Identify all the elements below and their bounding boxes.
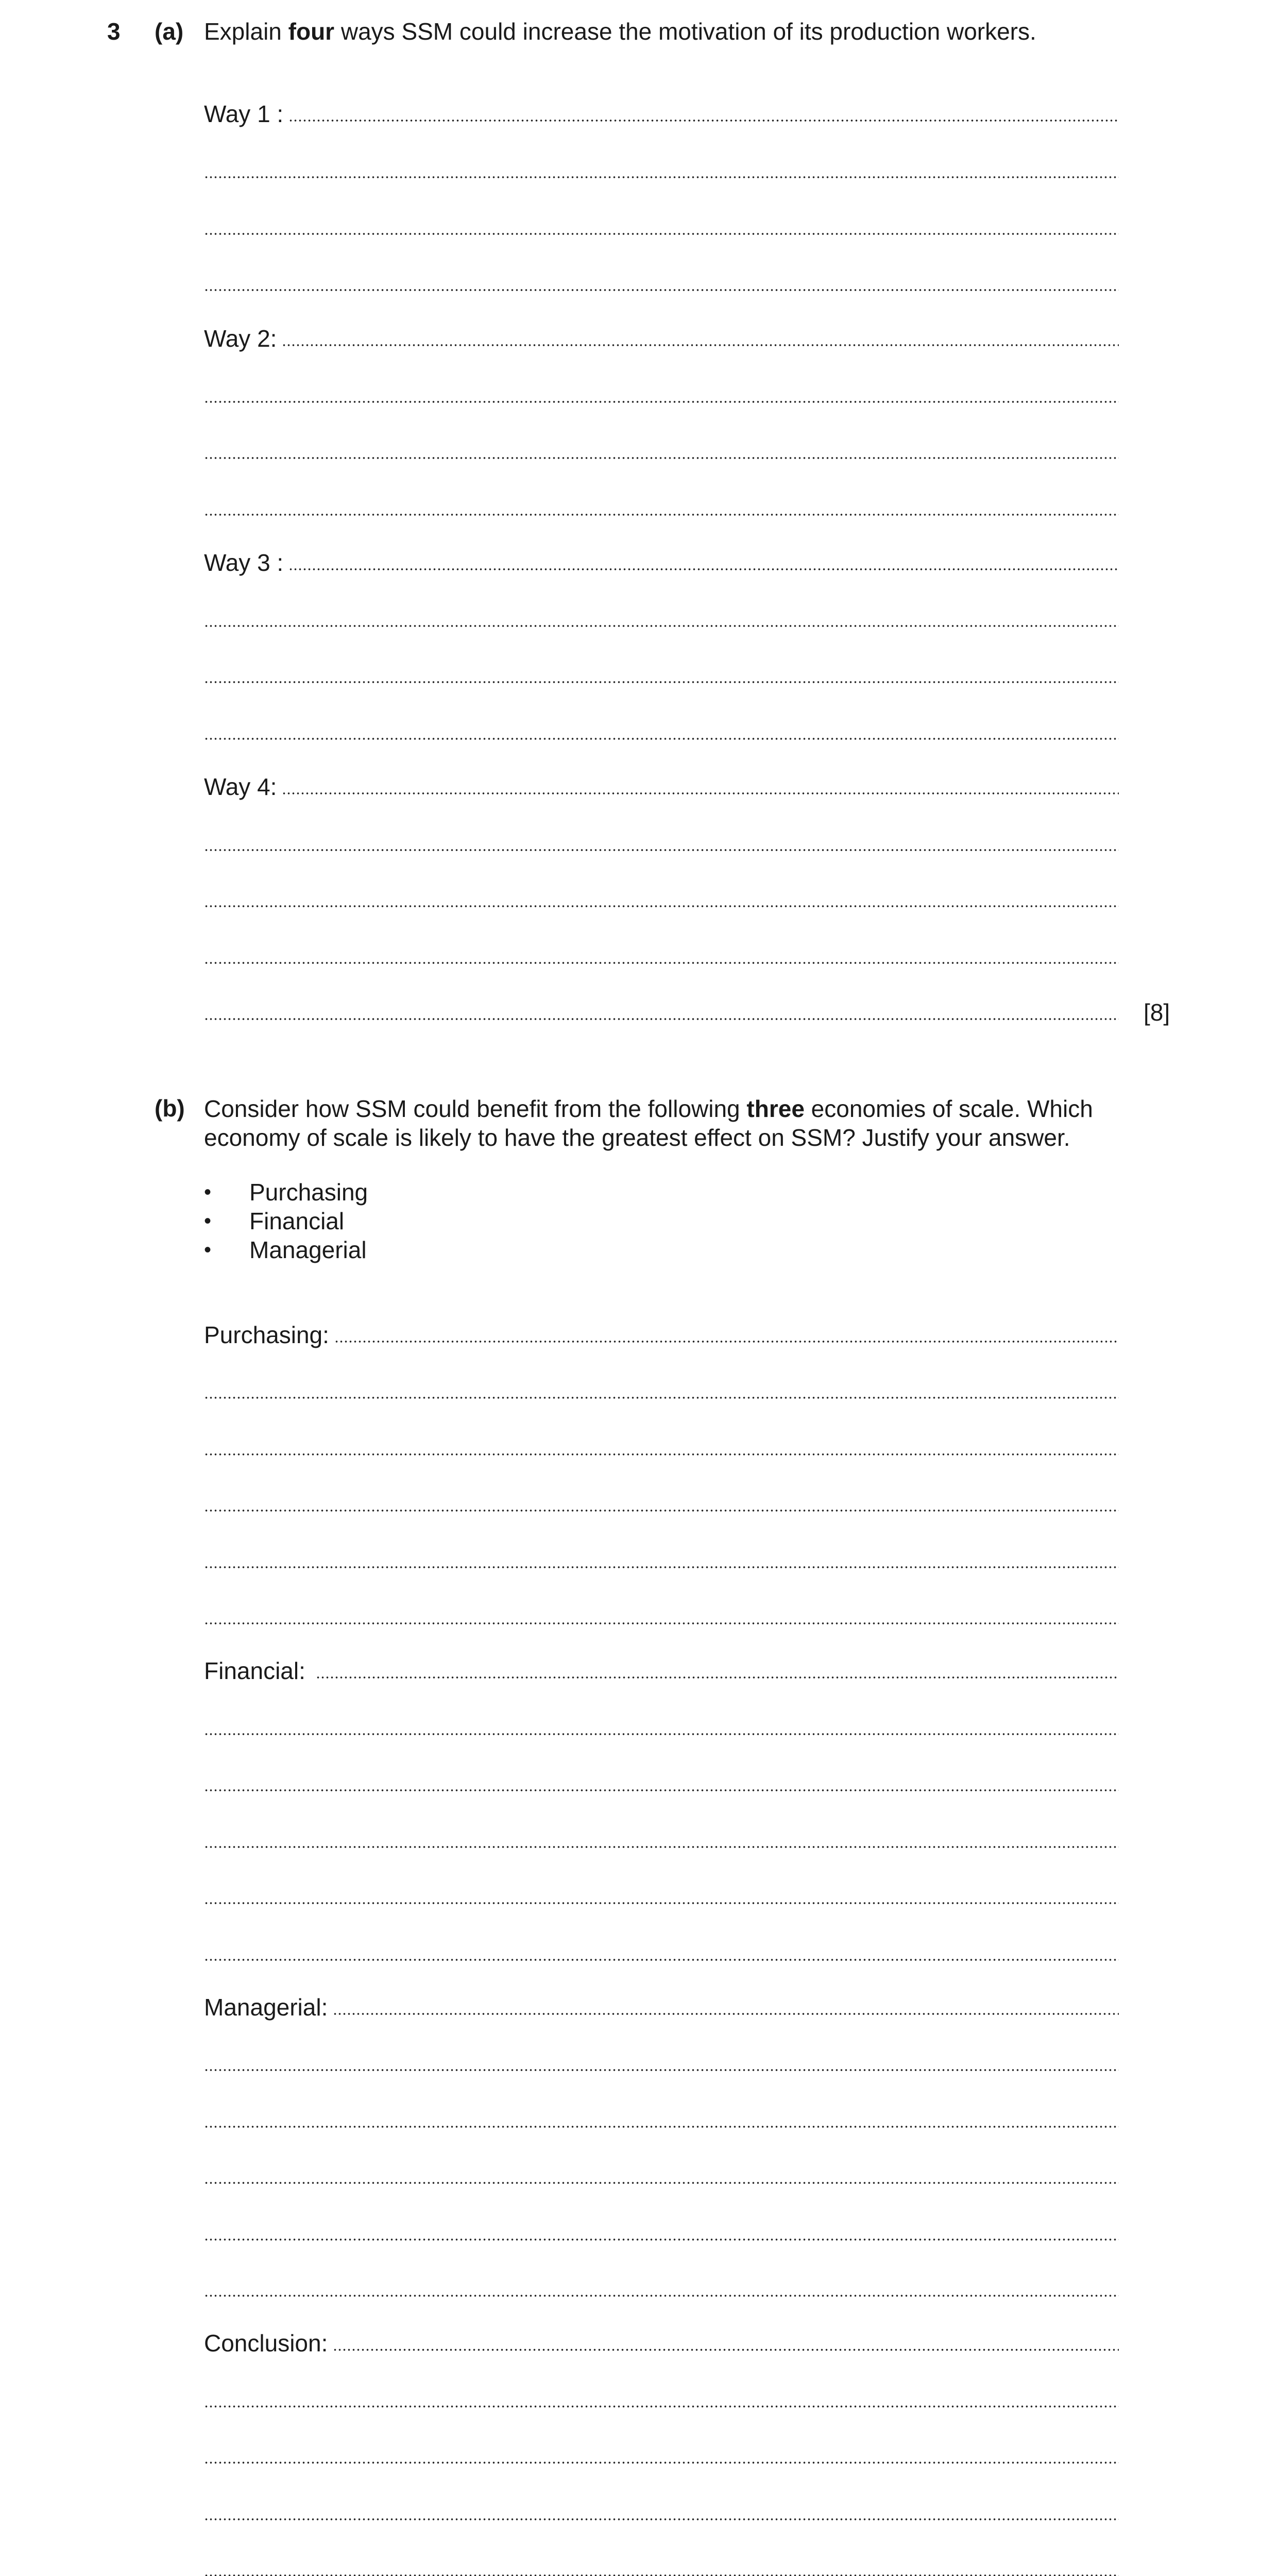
answer-line[interactable]	[204, 663, 1119, 688]
part-b-stem-end: economies of scale. Which economy of scale is likely to have the greatest effect on SSM? Justify your answer.	[204, 1095, 1093, 1151]
part-a-label: (a)	[155, 18, 184, 45]
way4-label: Way 4:	[204, 773, 277, 800]
dotted-line	[204, 961, 1119, 965]
dotted-line	[333, 2012, 1119, 2016]
dotted-line	[204, 624, 1119, 628]
answer-line-financial[interactable]	[204, 1658, 1119, 1684]
dotted-line	[204, 232, 1119, 236]
answer-line[interactable]	[204, 2050, 1119, 2076]
answer-line-way1[interactable]	[204, 101, 1119, 127]
bullet-text: Managerial	[249, 1236, 367, 1263]
conclusion-label: Conclusion:	[204, 2330, 328, 2357]
purchasing-label: Purchasing:	[204, 1321, 329, 1348]
answer-line[interactable]	[204, 1827, 1119, 1853]
answer-line[interactable]	[204, 719, 1119, 745]
answer-line[interactable]	[204, 1771, 1119, 1797]
dotted-line	[204, 2461, 1119, 2465]
answer-line[interactable]	[204, 1604, 1119, 1630]
dotted-line	[204, 2404, 1119, 2409]
answer-line-way2[interactable]	[204, 326, 1119, 351]
part-b-label: (b)	[155, 1095, 185, 1122]
bullet-text: Financial	[249, 1208, 345, 1234]
bullet-icon: •	[204, 1180, 212, 1204]
dotted-line	[204, 848, 1119, 852]
dotted-line	[204, 1017, 1119, 1021]
bullet-icon: •	[204, 1209, 212, 1232]
financial-label: Financial:	[204, 1657, 305, 1684]
dotted-line	[282, 791, 1119, 795]
dotted-line	[334, 1340, 1119, 1344]
dotted-line	[204, 1452, 1119, 1456]
answer-line[interactable]	[204, 158, 1119, 183]
dotted-line	[204, 1396, 1119, 1400]
part-a-stem	[204, 18, 1036, 45]
part-b-stem	[204, 1094, 1183, 1152]
dotted-line	[204, 680, 1119, 684]
dotted-line	[288, 118, 1119, 123]
dotted-line	[204, 2573, 1119, 2576]
dotted-line	[204, 1732, 1119, 1736]
dotted-line	[282, 343, 1119, 347]
dotted-line	[204, 1958, 1119, 1962]
bullet-text: Purchasing	[249, 1179, 368, 1206]
dotted-line	[204, 2294, 1119, 2298]
way1-label: Way 1 :	[204, 100, 284, 127]
answer-line-managerial[interactable]	[204, 1994, 1119, 2020]
part-b-stem-start: Consider how SSM could benefit from the following	[204, 1095, 747, 1122]
dotted-line	[204, 1845, 1119, 1849]
answer-line-conclusion[interactable]	[204, 2330, 1119, 2356]
answer-line[interactable]	[204, 382, 1119, 408]
answer-line[interactable]	[204, 2387, 1119, 2413]
dotted-line	[288, 567, 1119, 571]
dotted-line	[204, 175, 1119, 179]
dotted-line	[204, 904, 1119, 908]
answer-line[interactable]	[204, 1491, 1119, 1517]
answer-line[interactable]	[204, 2163, 1119, 2189]
dotted-line	[204, 2068, 1119, 2072]
dotted-line	[204, 2517, 1119, 2521]
answer-line[interactable]	[204, 831, 1119, 856]
bullet-item	[204, 1235, 367, 1264]
answer-line[interactable]	[204, 887, 1119, 912]
question-number: 3	[107, 18, 121, 45]
answer-line[interactable]	[204, 999, 1119, 1025]
part-a-stem-start: Explain	[204, 18, 288, 45]
answer-line[interactable]	[204, 1548, 1119, 1573]
dotted-line	[204, 737, 1119, 741]
dotted-line	[204, 1509, 1119, 1513]
part-b-stem-emphasis: three	[746, 1095, 805, 1122]
answer-line[interactable]	[204, 606, 1119, 632]
managerial-label: Managerial:	[204, 1994, 328, 2021]
answer-line[interactable]	[204, 495, 1119, 521]
answer-line[interactable]	[204, 2556, 1119, 2576]
way3-label: Way 3 :	[204, 549, 284, 576]
part-a-stem-end: ways SSM could increase the motivation of its production workers.	[334, 18, 1036, 45]
bullet-item	[204, 1207, 344, 1235]
answer-line[interactable]	[204, 1435, 1119, 1461]
part-a-stem-emphasis: four	[288, 18, 335, 45]
answer-line[interactable]	[204, 1715, 1119, 1740]
answer-line[interactable]	[204, 270, 1119, 296]
answer-line-way3[interactable]	[204, 550, 1119, 575]
dotted-line	[316, 1675, 1119, 1680]
dotted-line	[333, 2348, 1119, 2352]
answer-line[interactable]	[204, 2500, 1119, 2526]
part-a-marks: [8]	[1144, 999, 1170, 1026]
dotted-line	[204, 288, 1119, 292]
dotted-line	[204, 2125, 1119, 2129]
answer-line-purchasing[interactable]	[204, 1322, 1119, 1348]
dotted-line	[204, 1901, 1119, 1905]
answer-line[interactable]	[204, 2443, 1119, 2469]
answer-line-way4[interactable]	[204, 774, 1119, 800]
bullet-item	[204, 1178, 368, 1207]
answer-line[interactable]	[204, 2107, 1119, 2133]
dotted-line	[204, 456, 1119, 460]
dotted-line	[204, 1565, 1119, 1569]
dotted-line	[204, 1788, 1119, 1792]
dotted-line	[204, 1621, 1119, 1625]
dotted-line	[204, 513, 1119, 517]
answer-line[interactable]	[204, 1940, 1119, 1966]
answer-line[interactable]	[204, 943, 1119, 969]
dotted-line	[204, 2238, 1119, 2242]
dotted-line	[204, 400, 1119, 404]
dotted-line	[204, 2181, 1119, 2185]
answer-line[interactable]	[204, 2276, 1119, 2302]
answer-line[interactable]	[204, 1884, 1119, 1909]
answer-line[interactable]	[204, 2220, 1119, 2246]
answer-line[interactable]	[204, 1378, 1119, 1404]
answer-line[interactable]	[204, 214, 1119, 240]
way2-label: Way 2:	[204, 325, 277, 352]
answer-line[interactable]	[204, 438, 1119, 464]
bullet-icon: •	[204, 1238, 212, 1261]
